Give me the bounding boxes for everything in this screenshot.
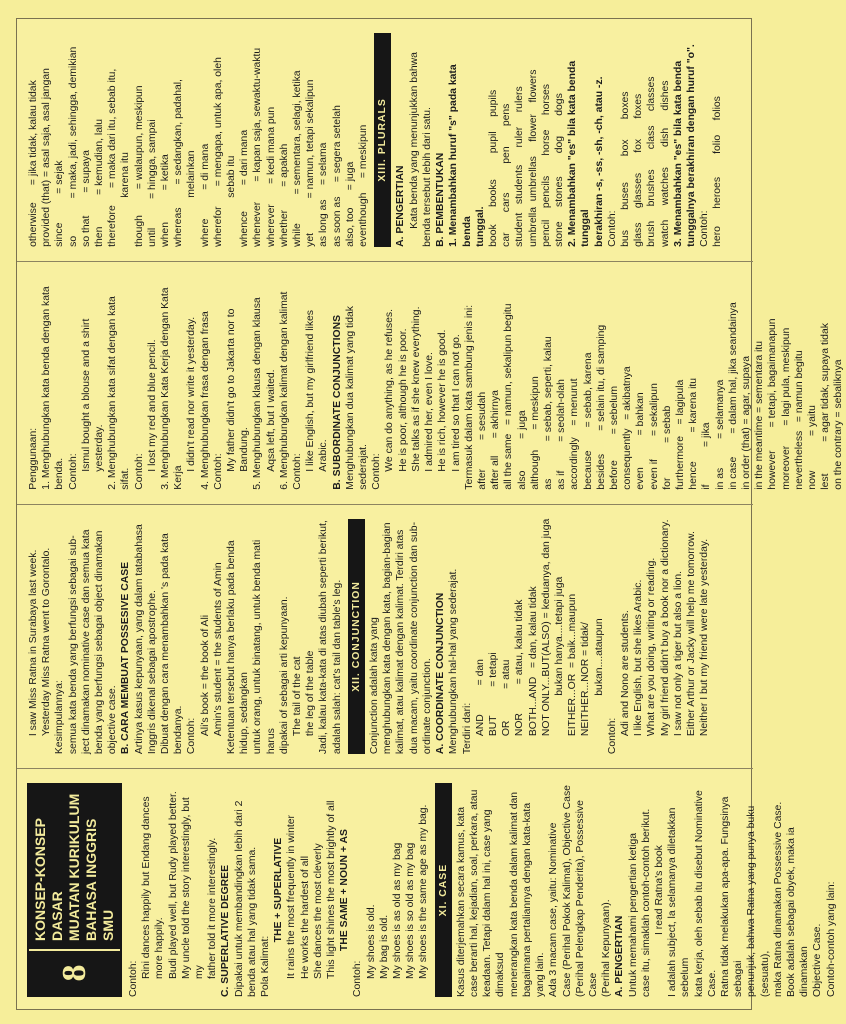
list-item: NOT ONLY...BUT(ALSO) = keduanya, dan juga [540,518,552,737]
paragraph-line: bendanya. [173,705,185,755]
list-item: while = sementara, selagi, ketika [292,70,304,247]
paragraph-line: Case (Perihal Pokok Kalimat), Objective Case [561,785,573,997]
paragraph-line: 5. Menghubungkan klausa dengan klausa [252,297,264,490]
paragraph-line: Kasus diterjemahkan secara kamus, kata [455,806,467,997]
list-item: as soon as = segera setelah [331,105,343,247]
paragraph-line: Untuk memahami pengertian ketiga [627,832,639,997]
superlative-text: Dipakai untuk membandingkan lebih dari 2 benda atau hal yang tidak sama. [233,800,258,997]
example-line: My bag is old. [378,914,390,979]
paragraph-line: Ketentuan tersebut hanya berlaku pada benda hidup, sedangkan [226,540,251,755]
list-item: OR = atau [501,659,513,737]
paragraph-line: Jadi, kalau kata-kata di atas diubah seperti berikut, [318,520,330,755]
contoh-label: Contoh: [699,210,711,247]
example-line: She dances the most cleverly [312,843,324,979]
paragraph-line: benda yang berfungsi sebagai object dinamakan [94,530,106,755]
list-item: before = sebelum [608,386,620,490]
example-line: I saw not only a tiger but also a lion. [672,570,684,737]
list-item: since = sejak [54,160,66,247]
plural-pair: stone stones dog dogs [553,93,565,247]
conjunction-banner: XII. CONJUNCTION [348,519,365,754]
example-line: He works the hardest of all [299,855,311,979]
list-item: BUT = tetapi [487,652,499,737]
example-line: I am tired so that I can not go. [450,334,462,472]
example-line: Budi played well, but Rudy played better. [167,791,179,979]
column-1 [17,768,837,1011]
example-line: Adi and Nono are students. [619,610,631,737]
paragraph-line: Penggunaan: [28,427,39,490]
list-item: all the same = namun, sekalipun begitu [503,303,515,490]
example-line: The tail of the cat [292,656,304,737]
example-line: Ismul bought a blouse and a shirt yesterday. [80,318,106,472]
list-item: so = maka, jadi, sehingga, demikian [67,46,79,247]
list-item: provided (that) = asal saja, asal jangan [41,68,53,247]
paragraph-line: Inggris dikenal sebagai apostrophe. [146,590,158,755]
rule-line: 1. Menambahkan huruf "s" pada kata benda [448,64,473,247]
pola-label: Pola Kalimat: [260,935,272,997]
same-formula: THE SAME + NOUN + AS [339,829,351,952]
list-item: moreover = lagi pula, meskipun [780,327,792,490]
list-item: melainkan [186,150,198,247]
example-line: I lost my red and blue pencil. [146,339,158,472]
example-line: I admired her, even I love. [424,352,436,472]
example-line: We can do anything, as he refuses. [384,309,396,472]
plural-pair: brush brushes class classes [646,76,658,247]
plural-pair: bus buses box boxes [619,91,631,247]
list-item: for = sebab [661,405,673,490]
list-item: karena itu [120,152,132,247]
plural-pair: hero heroes folio folios [712,96,724,247]
pembentukan-heading: B. PEMBENTUKAN [435,152,447,247]
example-line: My girl friend didn't buy a book nor a dictionary. [659,519,671,737]
paragraph-line: semua kata benda yang berfungsi sebagai sub- [67,535,79,755]
list-item: furthermore = lagipula [674,379,686,490]
example-line: My shoes is so old as my bag [405,842,417,979]
paragraph-line: ordinate conjunction. [421,658,433,755]
paragraph-line: Artinya kasus kepunyaan, yang dalam tatabahasa [133,524,145,755]
list-item: even = bahkan [635,392,647,490]
example-line: Yesterday Miss Ratna went to Gorontalo. [41,547,53,737]
paragraph-line: Ratna tidak melakukan apa-apa. Fungsinya sebagai [719,796,745,997]
example-line: My shoes is old. [365,904,377,979]
list-item: as long as = selama [318,142,330,247]
list-item: even if = sekalipun [648,383,660,490]
list-item: however = tetapi, bagaimanapun [767,318,779,490]
example-line: I like English, but she likes Arabic. [633,579,645,737]
contoh-label: Contoh: [352,960,364,997]
paragraph-line: penunjuk, bahwa Ratna yang punya buku (sesuatu), [746,805,771,997]
paragraph-line: kalimat, atau kalimat dengan kalimat. Terdiri atas [395,529,407,755]
paragraph-line: Contoh: [212,453,224,490]
example-line: My uncle told the story interestingly, but my [180,797,206,979]
paragraph-line: Conjunction adalah kata yang [369,617,381,755]
example-line: He is rich, however he is good. [437,329,449,472]
list-item: on the contrary = sebaliknya [833,359,845,490]
title-box [27,783,122,997]
list-item: when = ketika [160,154,172,247]
plural-pair: car cars pen pens [501,103,513,247]
list-item: now = yaitu [806,405,818,490]
list-item: where = di mana [199,143,211,247]
paragraph-line: Menghubungkan hal-hal yang sederajat. [448,568,460,755]
paragraph-line: 2. Menghubungkan kata sifat dengan kata sifat. [107,296,132,490]
contoh-label: Contoh: [128,960,139,997]
paragraph-line: benda tersebut lebih dari satu. [421,107,433,247]
plural-pair: student students ruler rulers [514,86,526,247]
paragraph-line: (Perihal Pelengkap Penderita), Possessive Case [574,800,599,997]
example-line: What are you doing, writing or reading. [646,557,658,737]
paragraph-line: dipakai of sebagai arti kepunyaan. [278,596,290,755]
paragraph-line: case itu, simaklah contoh-contoh berikut. [640,808,652,997]
section-number: 8 [29,951,120,995]
pengertian-heading: A. PENGERTIAN [395,165,407,247]
example-line: My shoes is the same age as my bag. [418,804,430,979]
paragraph-line: bagaimana pertaliannya dengan kata-kata yang lain. [521,802,547,997]
list-item: although = meskipun [529,376,541,490]
paragraph-line: Kesimpulannya: [54,680,66,755]
example-line: He is poor, although he is poor. [397,328,409,472]
list-item: also, too = juga [344,161,356,247]
rule-line: tunggalnya berakhiran dengan huruf "o". [685,44,697,247]
list-item: also = juga [516,410,528,490]
paragraph-line: Objective Case. [812,923,824,997]
example-line: Either Arthur or Jacky will help me tomorrow. [685,531,697,737]
rule-line: 2. Menambahkan "es" bila kata benda tunggal [567,60,592,247]
list-item: EITHER...OR = baik...maupun [567,593,579,737]
section-title [29,785,120,951]
list-item: bukan hanya....tetapi juga [553,576,565,737]
list-item: NEITHER...NOR = tidak/ [580,622,592,737]
list-item: after all = akhirnya [490,390,502,490]
list-item: BOTH...AND = dan, kalau tidak [527,586,539,737]
paragraph-line: 1. Menghubungkan kata benda dengan kata benda. [41,286,66,490]
list-item: consequently = akibatnya [622,366,634,490]
subordinate-heading: B. SUBORDINATE CONJUNCTIONS [331,314,343,490]
rule-line: tunggal. [474,206,486,247]
paragraph-line: (Perihal Kepunyaan). [601,899,613,997]
paragraph-line: 6. Menghubungkan kalimat dengan kalimat [278,291,290,490]
possessive-heading: B. CARA MEMBUAT POSSESIVE CASE [120,561,132,755]
plural-pair: pencil pencils horse horses [540,83,552,247]
list-item: then = kemudian, lalu [94,118,106,247]
example-line: She talks as if she knew everything. [410,306,422,472]
paragraph-line: objective case. [107,685,119,755]
list-item: in order (that) = agar, supaya [740,355,752,490]
list-item: because = sebab, karena [582,352,594,490]
list-item: yet = namun, tetapi sekalipun [305,79,317,247]
paragraph-line: menerangkan kata benda dalam kalimat dan [508,791,520,997]
title-line: BAHASA INGGRIS SMU [83,818,116,941]
paragraph-line: adalah salah: cat's tail dan table's leg. [331,579,343,755]
column-3 [17,261,845,504]
example-line: I didn't read nor write it yesterday. [186,316,198,472]
paragraph-line: Book adalah sebagai obyek, maka ia dinamakan [785,827,811,997]
pengertian-heading: A. PENGERTIAN [614,915,626,997]
example-line: Aqsa left, but I waited. [265,369,277,472]
list-item: AND = dan [474,659,486,737]
list-item: hence = karena itu [688,377,700,490]
document-sheet [16,18,845,1010]
list-item: in as = selamanya [714,379,726,490]
list-item: in the meantime = sementara itu [754,340,766,490]
paragraph-line: maka Ratna dinamakan Possessive Case. [772,801,784,997]
rule-line: 3. Menambahkan "es" bila kata benda [672,60,684,247]
paragraph-line: 3. Menghubungkan Kata Kerja dengan Kata Kerja [160,287,185,490]
example-line: My father didn't go to Jakarta nor to Bandung. [226,308,251,472]
paragraph-line: Contoh: [371,453,383,490]
example-line: I like English, but my girlfriend likes Arabic. [305,310,330,472]
list-item: NOR = atau, kalau tidak [514,599,526,737]
paragraph-line: keadaan. Tetapi dalam hal ini, case yang dimaksud [482,809,507,997]
rotated-content [17,19,845,1011]
list-item: whence = dari mana [239,129,251,247]
paragraph-line: untuk orang, untuk binatang, untuk benda mati harus [252,539,277,755]
list-item: therefore = maka dari itu, sebab itu, [107,68,119,247]
example-line: My shoes is as old as my bag [392,842,404,979]
paragraph-line: Contoh: [133,453,145,490]
example-line: the leg of the table [305,650,317,737]
list-item: nevertheless = namun begitu [793,350,805,490]
title-line: MUATAN KURIKULUM [66,793,82,941]
list-item: until = hingga, sampai [146,119,158,247]
list-item: as if = seolah-olah [556,379,568,490]
list-item: whether = apakah [278,143,290,247]
column-2 [17,504,753,768]
contoh-label: Contoh: [606,210,618,247]
paragraph-line: 4. Menghubungkan frasa dengan frasa [199,311,211,490]
paragraph-line: menghubungkan kata dengan kata, bagian-bagian [382,522,394,755]
paragraph-line: Ada 3 macam case, yaitu: Nominative [548,822,560,997]
list-item: bukan....ataupun [593,618,605,737]
footer-text: Contoh-contoh yang lain: [825,881,837,997]
example-line: I saw Miss Ratna in Surabaya last week. [28,549,39,737]
list-item: after = sesudah [476,391,488,490]
plural-pair: book books pupil pupils [487,89,499,247]
list-item: wherefor = mengapa, untuk apa, oleh [212,57,224,247]
title-line: KONSEP-KONSEP DASAR [32,818,65,941]
example-line: Neither I but my friend were late yesterday. [699,538,711,737]
list-item: accordingly = menurut [569,378,581,490]
example-line: Rini dances happily but Endang dances more happily. [141,796,166,979]
paragraph-line: Kata benda yang menunjukkan bahwa [408,52,420,229]
paragraph-line: Menghubungkan dua kalimat yang tidak sederajat. [344,306,370,490]
contoh-label: Contoh: [186,717,198,755]
list-item: in case = dalam hal, jika seandainya [727,302,739,490]
paragraph-line: Contoh: [292,453,304,490]
column-4 [17,19,753,261]
example-line: I read Ratna's book [653,845,665,935]
paragraph-line: dua macam, yaitu coordinate conjunction dan sub- [408,521,420,755]
paragraph-line: kata kerja, oleh sebab itu disebut Nominative Case. [693,790,718,997]
plural-pair: umbrella umbrellas flower flowers [527,69,539,247]
paragraph-line: case berarti hal, kejadian, soal, perkara, atau [469,789,481,997]
superlative-heading: C. SUPERLATIVE DEGREE [220,864,232,997]
example-line: father told it more interestingly. [207,837,219,979]
paragraph-line: ject dinamakan nominative case dan semua kata [80,529,92,755]
paragraph-line: Contoh: [67,453,79,490]
list-item: as = sebab, seperti, kalau [542,336,554,490]
pola-formula: THE + SUPERLATIVE [273,837,285,943]
plural-pair: glass glasses fox foxes [633,93,645,247]
list-item: sebab itu [226,155,238,247]
coordinate-heading: A. COORDINATE CONJUNCTION [435,592,447,755]
list-item: lest = agar tidak, supaya tidak [820,323,832,490]
contoh-label: Contoh: [606,717,618,755]
rule-line: berakhiran -s, -ss, -sh, -ch, atau -z. [593,76,605,247]
list-item: though = walaupun, meskipun [133,85,145,247]
case-banner: XI. CASE [435,783,452,997]
paragraph-line: Terdiri dari: [461,702,473,755]
plurals-banner: XIII. PLURALS [374,33,391,247]
example-line: Ali's book = the book of Ali [199,614,211,737]
list-item: whereas = sedangkan, padahal, [173,79,185,247]
list-item: so that = supaya [80,150,92,247]
paragraph-line: Dibuat dengan cara menambahkan 's pada kata [160,533,172,755]
list-item: otherwise = jika tidak, kalau tidak [28,80,39,247]
list-item: eventhough = meskipun [358,124,370,247]
paragraph-line: I adalah subject, la selamanya diletakkan sebelum [667,807,692,997]
example-line: This light shines the most brightly of all [326,800,338,979]
list-item: besides = selain itu, di samping [595,324,607,490]
list-item: wherever = kedi mana pun [265,106,277,247]
list-item: whenever = kapan saja, sewaktu-waktu [252,47,264,247]
plural-pair: watch watches dish dishes [659,80,671,247]
list-item: if = jika [701,422,713,490]
paragraph-line: Termasuk dalam kata sambung jenis ini: [463,304,475,490]
example-line: It rains the most frequently in winter [286,814,298,979]
example-line: Amin's student = the students of Amin [212,562,224,737]
